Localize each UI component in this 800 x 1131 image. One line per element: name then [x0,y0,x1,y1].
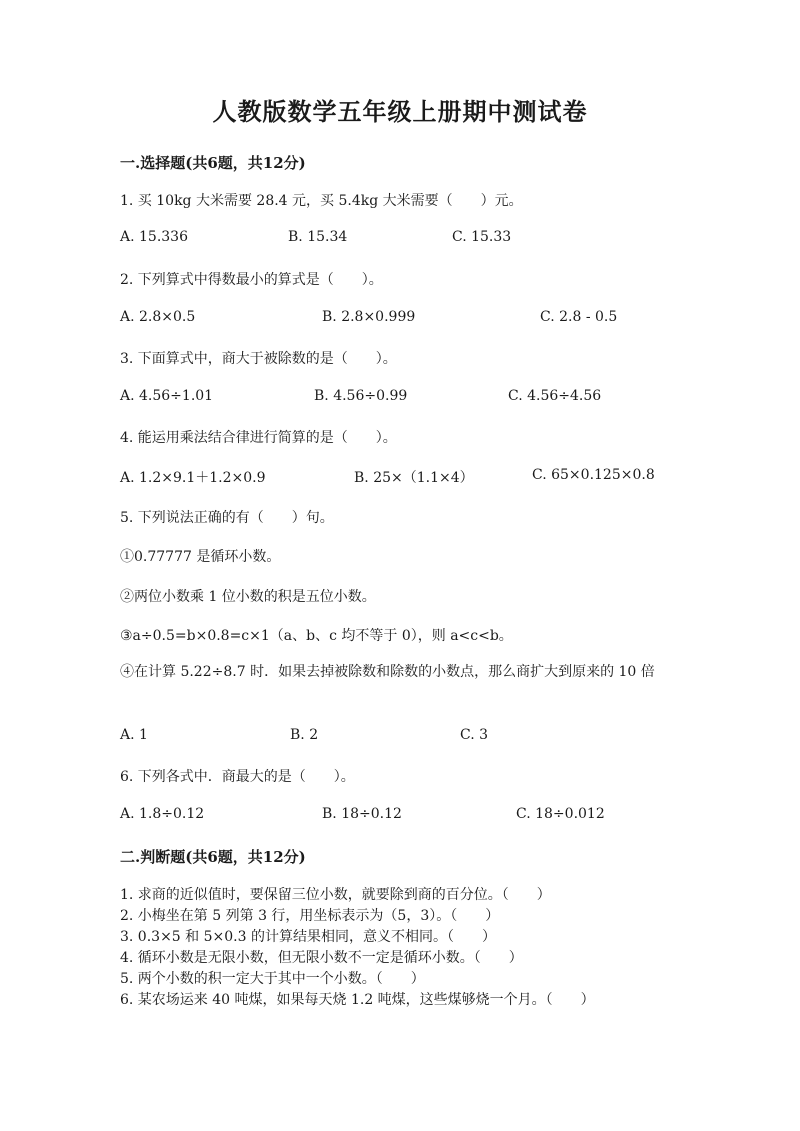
true-false-item-2: 2. 小梅坐在第 5 列第 3 行，用坐标表示为（5，3）。（ ） [120,908,500,924]
true-false-item-5: 5. 两个小数的积一定大于其中一个小数。（ ） [120,971,425,987]
true-false-item-3: 3. 0.3×5 和 5×0.3 的计算结果相同，意义不相同。（ ） [120,929,496,945]
true-false-item-1: 1. 求商的近似值时，要保留三位小数，就要除到商的百分位。（ ） [120,887,551,903]
question-1-option-b: B. 15.34 [288,229,348,245]
question-1-stem: 1. 买 10kg 大米需要 28.4 元，买 5.4kg 大米需要（ ）元。 [120,193,523,209]
question-5-statement-2: ②两位小数乘 1 位小数的积是五位小数。 [120,589,376,605]
true-false-item-4: 4. 循环小数是无限小数，但无限小数不一定是循环小数。（ ） [120,950,523,966]
question-2-option-b: B. 2.8×0.999 [322,309,416,325]
question-5-option-b: B. 2 [290,727,319,743]
question-6-option-b: B. 18÷0.12 [322,806,402,822]
question-3-stem: 3. 下面算式中，商大于被除数的是（ ）。 [120,351,397,367]
question-4-stem: 4. 能运用乘法结合律进行简算的是（ ）。 [120,430,397,446]
question-3-option-b: B. 4.56÷0.99 [314,388,408,404]
section-heading-true-false: 二.判断题(共6题，共12分) [120,848,306,866]
question-2-option-c: C. 2.8 - 0.5 [540,309,618,325]
question-6-option-a: A. 1.8÷0.12 [120,806,205,822]
question-5-statement-3: ③a÷0.5=b×0.8=c×1（a、b、c 均不等于 0），则 a<c<b。 [120,628,513,644]
question-5-stem: 5. 下列说法正确的有（ ）句。 [120,510,334,526]
question-4-option-a: A. 1.2×9.1＋1.2×0.9 [120,470,266,486]
question-1-option-c: C. 15.33 [452,229,512,245]
question-5-statement-1: ①0.77777 是循环小数。 [120,549,281,565]
question-5-statement-4: ④在计算 5.22÷8.7 时．如果去掉被除数和除数的小数点，那么商扩大到原来的 10 倍 [120,664,655,680]
page-title: 人教版数学五年级上册期中测试卷 [212,97,588,126]
section-heading-choice: 一.选择题(共6题，共12分) [120,154,306,172]
question-2-stem: 2. 下列算式中得数最小的算式是（ ）。 [120,272,383,288]
question-1-option-a: A. 15.336 [120,229,188,245]
question-4-option-c: C. 65×0.125×0.8 [532,467,655,483]
question-5-option-c: C. 3 [460,727,489,743]
question-4-option-b: B. 25×（1.1×4） [354,470,474,486]
question-6-stem: 6. 下列各式中．商最大的是（ ）。 [120,769,355,785]
question-2-option-a: A. 2.8×0.5 [120,309,196,325]
true-false-item-6: 6. 某农场运来 40 吨煤，如果每天烧 1.2 吨煤，这些煤够烧一个月。（ ） [120,992,595,1008]
question-6-option-c: C. 18÷0.012 [516,806,605,822]
question-3-option-c: C. 4.56÷4.56 [508,388,602,404]
question-3-option-a: A. 4.56÷1.01 [120,388,214,404]
question-5-option-a: A. 1 [120,727,148,743]
